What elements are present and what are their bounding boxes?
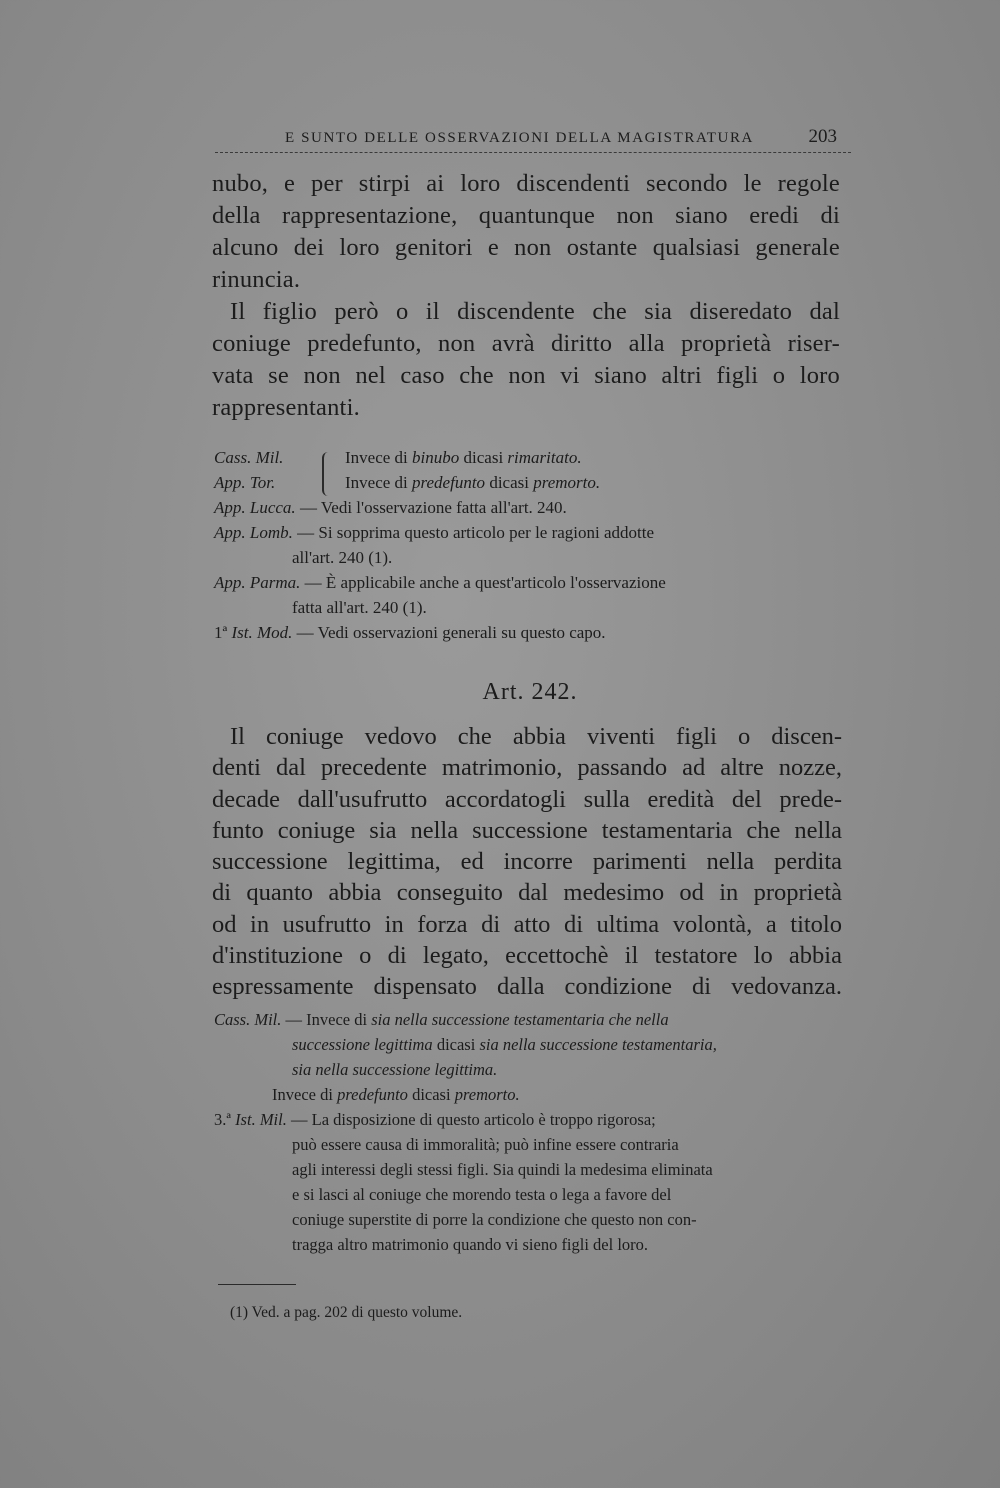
note-continuation: fatta all'art. 240 (1). [292, 598, 427, 617]
note-cass-mil: Cass. Mil. — Invece di sia nella successione testamentaria che nella [214, 1010, 669, 1029]
notes-article-241 [214, 445, 844, 645]
note-number: 3.ª [214, 1110, 236, 1129]
note-continuation: successione legittima dicasi sia nella successione testamentaria, [292, 1035, 717, 1054]
text-line: successione legittima, ed incorre parimenti nella perdita [212, 848, 842, 876]
notes-article-242 [214, 1007, 844, 1257]
note-continuation: all'art. 240 (1). [292, 548, 393, 567]
page-number: 203 [808, 126, 837, 147]
note-continuation: agli interessi degli stessi figli. Sia quindi la medesima eliminata [292, 1160, 713, 1179]
note-continuation: tragga altro matrimonio quando vi sieno figli del loro. [292, 1235, 649, 1254]
text-line: Il coniuge vedovo che abbia viventi figli o discen- [230, 723, 842, 750]
note-source: App. Parma. [214, 573, 301, 592]
note-text: Invece di binubo dicasi rimaritato. [345, 448, 582, 467]
footnote: (1) Ved. a pag. 202 di questo volume. [230, 1304, 463, 1321]
note-text: Invece di predefunto dicasi premorto. [345, 473, 601, 492]
text-line: rinuncia. [212, 266, 301, 293]
note-ist-mod [214, 620, 844, 645]
note-text: — Vedi l'osservazione fatta all'art. 240. [295, 498, 567, 517]
text-line: funto coniuge sia nella successione testamentaria che nella [212, 816, 842, 844]
text-line: Il figlio però o il discendente che sia diseredato dal [230, 298, 840, 325]
text-line: denti dal precedente matrimonio, passando ad altre nozze, [212, 754, 842, 782]
note-source: App. Lomb. [214, 523, 293, 542]
text-line: della rappresentazione, quantunque non siano eredi di [212, 202, 840, 229]
note-source: Cass. Mil. [214, 448, 284, 467]
article-heading: Art. 242. [482, 679, 578, 705]
text-line: d'instituzione o di legato, eccettochè il testatore lo abbia [212, 942, 842, 970]
note-source: Ist. Mil. [235, 1110, 287, 1129]
note-app-lucca [214, 495, 844, 520]
note-app-lomb [214, 520, 844, 545]
note-app-parma [214, 570, 844, 595]
text-line: coniuge predefunto, non avrà diritto alla proprietà riser- [212, 330, 840, 357]
note-app-tor [214, 470, 844, 495]
note-source: Ist. Mod. [231, 623, 293, 642]
text-line: od in usufrutto in forza di atto di ultima volontà, a titolo [212, 910, 842, 938]
note-text: — È applicabile anche a quest'articolo l'osservazione [300, 573, 666, 592]
note-source: App. Lucca. [214, 498, 296, 517]
note-ist-mil [214, 1107, 844, 1132]
note-continuation: coniuge superstite di porre la condizione che questo non con- [292, 1210, 697, 1229]
text-line: rappresentanti. [212, 394, 360, 421]
article-paragraph [212, 721, 842, 1003]
text-line: vata se non nel caso che non vi siano altri figli o loro [212, 362, 840, 389]
note-number: 1ª [214, 623, 232, 642]
running-header [215, 124, 851, 153]
note-continuation: sia nella successione legittima. [292, 1060, 498, 1079]
intro-paragraph [212, 168, 840, 424]
note-continuation: e si lasci al coniuge che morendo testa o lega a favore del [292, 1185, 672, 1204]
note-continuation: può essere causa di immoralità; può infine essere contraria [292, 1135, 679, 1154]
text-line: nubo, e per stirpi ai loro discendenti secondo le regole [212, 170, 840, 197]
text-line: alcuno dei loro genitori e non ostante qualsiasi generale [212, 234, 840, 261]
note-cass-mil-second: Invece di predefunto dicasi premorto. [272, 1085, 520, 1104]
text-line: espressamente dispensato dalla condizione di vedovanza. [212, 973, 842, 1001]
note-cass-mil [214, 445, 844, 470]
note-text: — La disposizione di questo articolo è troppo rigorosa; [286, 1110, 656, 1129]
note-text: — Vedi osservazioni generali su questo capo. [292, 623, 606, 642]
text-line: decade dall'usufrutto accordatogli sulla eredità del prede- [212, 785, 842, 813]
note-source: App. Tor. [214, 473, 276, 492]
header-title: E SUNTO DELLE OSSERVAZIONI DELLA MAGISTRATURA [285, 130, 754, 146]
note-source: Cass. Mil. [214, 1010, 282, 1029]
note-text: — Si sopprima questo articolo per le ragioni addotte [292, 523, 655, 542]
footnote-rule [218, 1284, 296, 1285]
text-line: di quanto abbia conseguito dal medesimo od in proprietà [212, 879, 842, 907]
